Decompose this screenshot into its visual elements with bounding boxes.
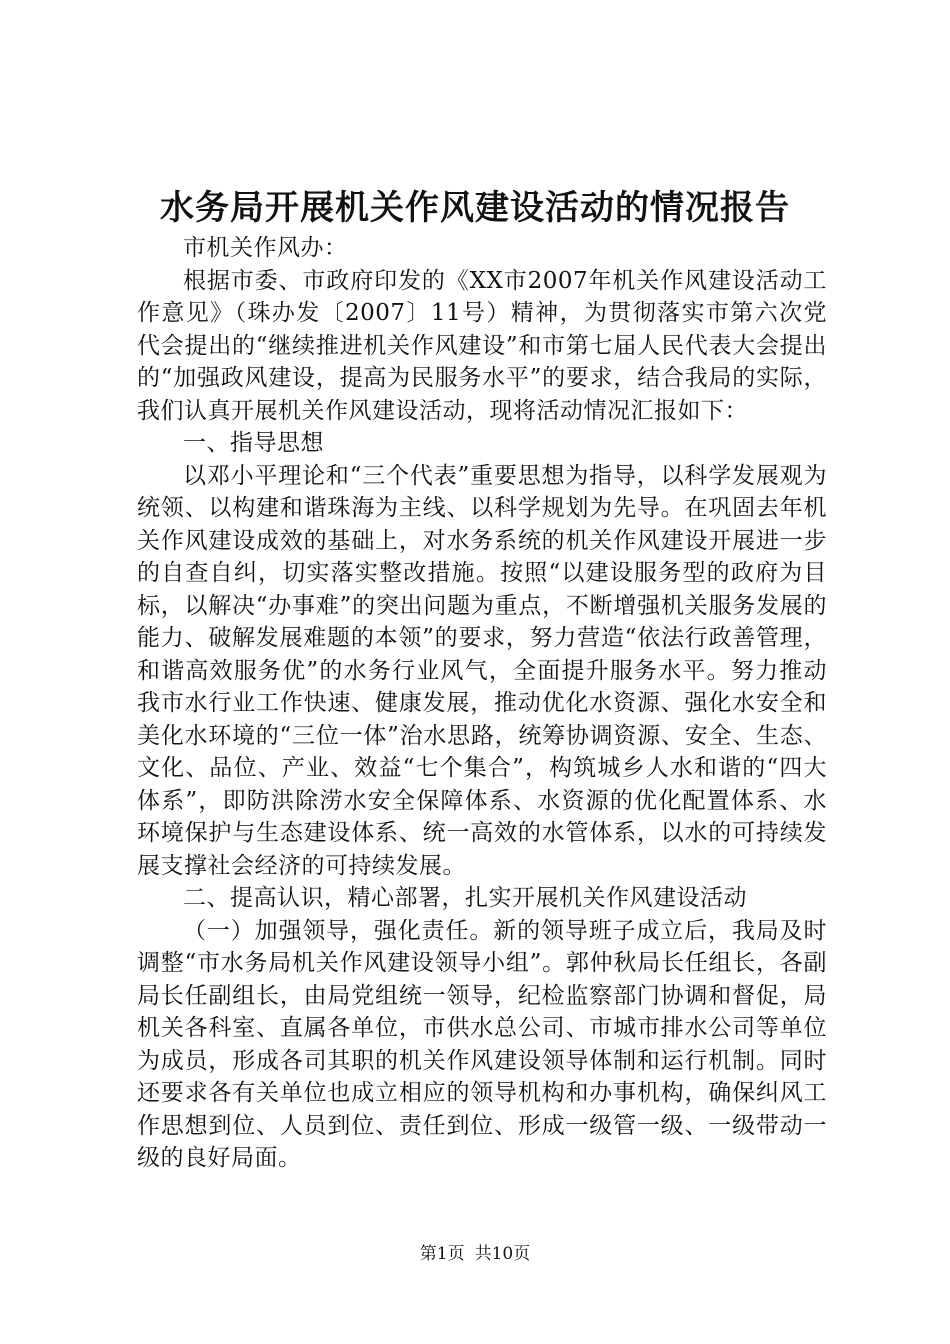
section2-subsection1-paragraph: （一）加强领导，强化责任。新的领导班子成立后，我局及时调整“市水务局机关作风建设领导小组”。郭仲秋局长任组长，各副局长任副组长，由局党组统一领导，纪检监察部门协调和督促，局机关各科室、直属各单位，市供水总公司、市城市排水公司等单位为成员，形成各司其职的机关作风建设领导体制和运行机制。同时还要求各有关单位也成立相应的领导机构和办事机构，确保纠风工作思想到位、人员到位、责任到位、形成一级管一级、一级带动一级的良好局面。	[137, 917, 827, 1171]
page-number-current: 第1页	[419, 1244, 465, 1264]
salutation: 市机关作风办：	[183, 235, 348, 261]
section1-heading: 一、指导思想	[183, 430, 324, 456]
section1-paragraph: 以邓小平理论和“三个代表”重要思想为指导，以科学发展观为统领、以构建和谐珠海为主线、以科学规划为先导。在巩固去年机关作风建设成效的基础上，对水务系统的机关作风建设开展进一步的自查自纠，切实落实整改措施。按照“以建设服务型的政府为目标，以解决“办事难”的突出问题为重点，不断增强机关服务发展的能力、破解发展难题的本领”的要求，努力营造“依法行政善管理，和谐高效服务优”的水务行业风气，全面提升服务水平。努力推动我市水行业工作快速、健康发展，推动优化水资源、强化水安全和美化水环境的“三位一体”治水思路，统筹协调资源、安全、生态、文化、品位、产业、效益“七个集合”，构筑城乡人水和谐的“四大体系”，即防洪除涝水安全保障体系、水资源的优化配置体系、水环境保护与生态建设体系、统一高效的水管体系，以水的可持续发展支撑社会经济的可持续发展。	[137, 462, 827, 879]
page-footer	[0, 1242, 950, 1266]
page-number-total: 共10页	[474, 1244, 531, 1264]
intro-paragraph: 根据市委、市政府印发的《XX市2007年机关作风建设活动工作意见》（珠办发〔2007〕11号）精神，为贯彻落实市第六次党代会提出的“继续推进机关作风建设”和市第七届人民代表大会提出的“加强政风建设，提高为民服务水平”的要求，结合我局的实际，我们认真开展机关作风建设活动，现将活动情况汇报如下：	[137, 267, 827, 424]
section2-heading: 二、提高认识，精心部署，扎实开展机关作风建设活动	[183, 885, 747, 911]
document-body	[137, 232, 827, 1175]
document-title: 水务局开展机关作风建设活动的情况报告	[160, 188, 790, 228]
